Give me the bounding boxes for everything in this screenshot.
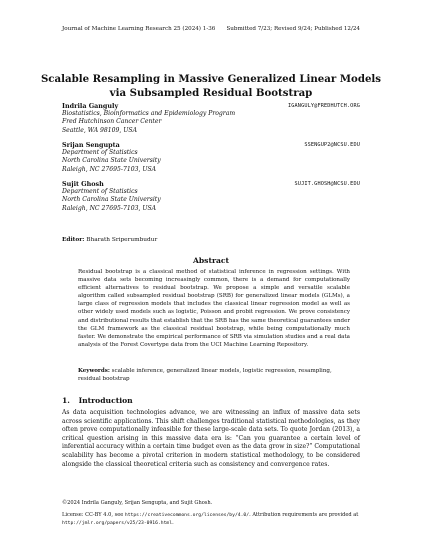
author-1 <box>62 102 360 135</box>
license-link[interactable]: https://creativecommons.org/licenses/by/4.0/ <box>124 512 250 518</box>
affiliation-line: Department of Statistics <box>62 149 138 157</box>
submission-dates: Submitted 7/23; Revised 9/24; Published 12/24 <box>226 26 360 32</box>
license-footer <box>62 500 360 528</box>
paper-title <box>40 72 382 100</box>
author-2 <box>62 141 360 174</box>
editor-line <box>62 236 157 244</box>
author-name: Sujit Ghosh <box>62 180 104 188</box>
intro-paragraph: As data acquisition technologies advance, we are witnessing an influx of massive data sets across scientific applications. This shift challenges traditional statistical methodologies, as they often prove computationally infeasible for these large-scale data sets. To quote Jordan (2013), a critical question arising in this massive data era is: “Can you guarantee a certain level of inferential accuracy within a certain time budget even as the data grow in size?” Computational scalability has become a pivotal criterion in modern statistical methodology, to be considered alongside the classical theoretical criteria such as consistency and convergence rates. <box>62 409 360 468</box>
author-3 <box>62 180 360 213</box>
section-number: 1. <box>62 396 70 405</box>
affiliation-line: North Carolina State University <box>62 157 161 165</box>
keywords-label: Keywords: <box>78 368 110 374</box>
running-header <box>62 26 360 33</box>
title-line-2: via Subsampled Residual Bootstrap <box>109 87 313 99</box>
affiliation-line: North Carolina State University <box>62 196 161 204</box>
affiliation-line: Seattle, WA 98109, USA <box>62 126 138 134</box>
abstract-heading: Abstract <box>192 256 230 265</box>
license-line <box>62 512 360 528</box>
section-title: Introduction <box>78 396 133 405</box>
editor-name: Bharath Sriperumbudur <box>86 237 158 243</box>
affiliation-line: Department of Statistics <box>62 188 138 196</box>
attribution-link[interactable]: http://jmlr.org/papers/v25/23-0916.html <box>62 520 173 526</box>
affiliation-line: Raleigh, NC 27695-7103, USA <box>62 165 157 173</box>
author-name: Indrila Ganguly <box>62 102 119 110</box>
license-end: . <box>172 519 174 526</box>
affiliation-line: Fred Hutchinson Cancer Center <box>62 118 162 126</box>
affiliation-line: Raleigh, NC 27695-7103, USA <box>62 204 157 212</box>
license-prefix: License: CC-BY 4.0, see <box>62 511 124 518</box>
author-name: Srijan Sengupta <box>62 141 120 149</box>
affiliation-line: Biostatistics, Bioinformatics and Epidemiology Program <box>62 110 236 118</box>
abstract-text: Residual bootstrap is a classical method of statistical inference in regression settings. With massive data sets becoming increasingly common, there is a demand for computationally efficient alternatives to residual bootstrap. We propose a simple and versatile scalable algorithm called subsampled residual bootstrap (SRB) for generalized linear models (GLMs), a large class of regression models that includes the classical linear regression model as well as other widely used models such as logistic, Poisson and probit regression. We prove consistency and distributional results that establish that the SRB has the same theoretical guarantees under the GLM framework as the classical residual bootstrap, while being computationally much faster. We demonstrate the empirical performance of SRB via simulation studies and a real data analysis of the Forest Covertype data from the UCI Machine Learning Repository. <box>78 269 350 348</box>
author-email: IGANGULY@FREDHUTCH.ORG <box>287 103 360 109</box>
journal-citation: Journal of Machine Learning Research 25 (2024) 1-36 <box>62 26 216 32</box>
section-heading <box>62 396 133 405</box>
author-email: SSENGUP2@NCSU.EDU <box>304 142 360 148</box>
keywords-line <box>78 367 350 383</box>
title-line-1: Scalable Resampling in Massive Generalized Linear Models <box>40 73 382 85</box>
license-mid: . Attribution requirements are provided at <box>249 511 359 518</box>
editor-label: Editor: <box>62 237 85 243</box>
author-email: SUJIT.GHOSH@NCSU.EDU <box>294 181 360 187</box>
keywords-text: scalable inference, generalized linear models, logistic regression, resampling, residual bootstrap <box>78 368 332 383</box>
copyright-line: ©2024 Indrila Ganguly, Srijan Sengupta, and Sujit Ghosh. <box>62 500 213 506</box>
